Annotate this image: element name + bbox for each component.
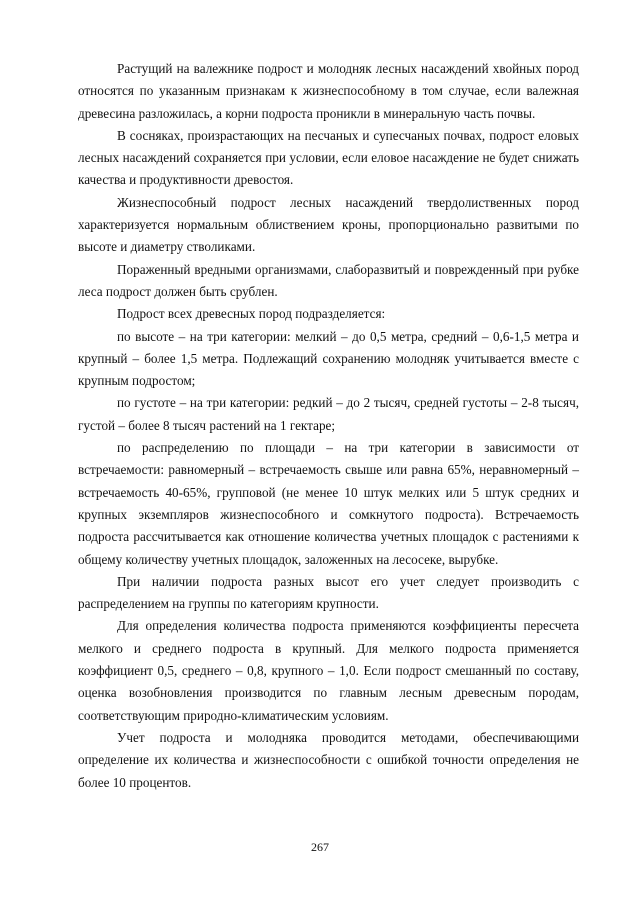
paragraph: Для определения количества подроста применяются коэффициенты пересчета мелкого и среднего подроста в крупный. Для мелкого подроста применяется коэффициент 0,5, среднего – 0,8, крупного – 1,0. Если подрост смешанный по составу, оценка возобновления производится по главным лесным древесным породам, соответствующим природно-климатическим условиям. [78, 618, 579, 723]
paragraph: В сосняках, произрастающих на песчаных и супесчаных почвах, подрост еловых лесных насаждений сохраняется при условии, если еловое насаждение не будет снижать качества и продуктивности древостоя. [78, 127, 579, 188]
paragraph: Жизнеспособный подрост лесных насаждений твердолиственных пород характеризуется нормальным облиствением кроны, пропорционально развитыми по высоте и диаметру стволиками. [78, 194, 579, 255]
body-text [78, 58, 579, 794]
paragraph: по высоте – на три категории: мелкий – до 0,5 метра, средний – 0,6-1,5 метра и крупный – более 1,5 метра. Подлежащий сохранению молодняк учитывается вместе с крупным подростом; [78, 328, 579, 389]
paragraph: Растущий на валежнике подрост и молодняк лесных насаждений хвойных пород относятся по указанным признакам к жизнеспособному в том случае, если валежная древесина разложилась, а корни подроста проникли в минеральную часть почвы. [78, 61, 579, 121]
paragraph: Подрост всех древесных пород подразделяется: [117, 306, 386, 322]
paragraph: Пораженный вредными организмами, слаборазвитый и поврежденный при рубке леса подрост должен быть срублен. [78, 261, 579, 299]
paragraph: При наличии подроста разных высот его учет следует производить с распределением на группы по категориям крупности. [78, 573, 579, 612]
paragraph: Учет подроста и молодняка проводится методами, обеспечивающими определение их количества и жизнеспособности с ошибкой точности определения не более 10 процентов. [78, 729, 579, 790]
page-number: 267 [311, 840, 329, 854]
paragraph: по распределению по площади – на три категории в зависимости от встречаемости: равномерный – встречаемость свыше или равна 65%, неравномерный – встречаемость 40-65%, групповой (не менее 10 штук мелких или 5 штук средних и крупных экземпляров жизнеспособного и сомкнутого подроста). Встречаемость подроста рассчитывается как отношение количества учетных площадок с растениями к общему количеству учетных площадок, заложенных на лесосеке, вырубке. [78, 440, 579, 567]
paragraph: по густоте – на три категории: редкий – до 2 тысяч, средней густоты – 2-8 тысяч, густой – более 8 тысяч растений на 1 гектаре; [78, 395, 579, 433]
